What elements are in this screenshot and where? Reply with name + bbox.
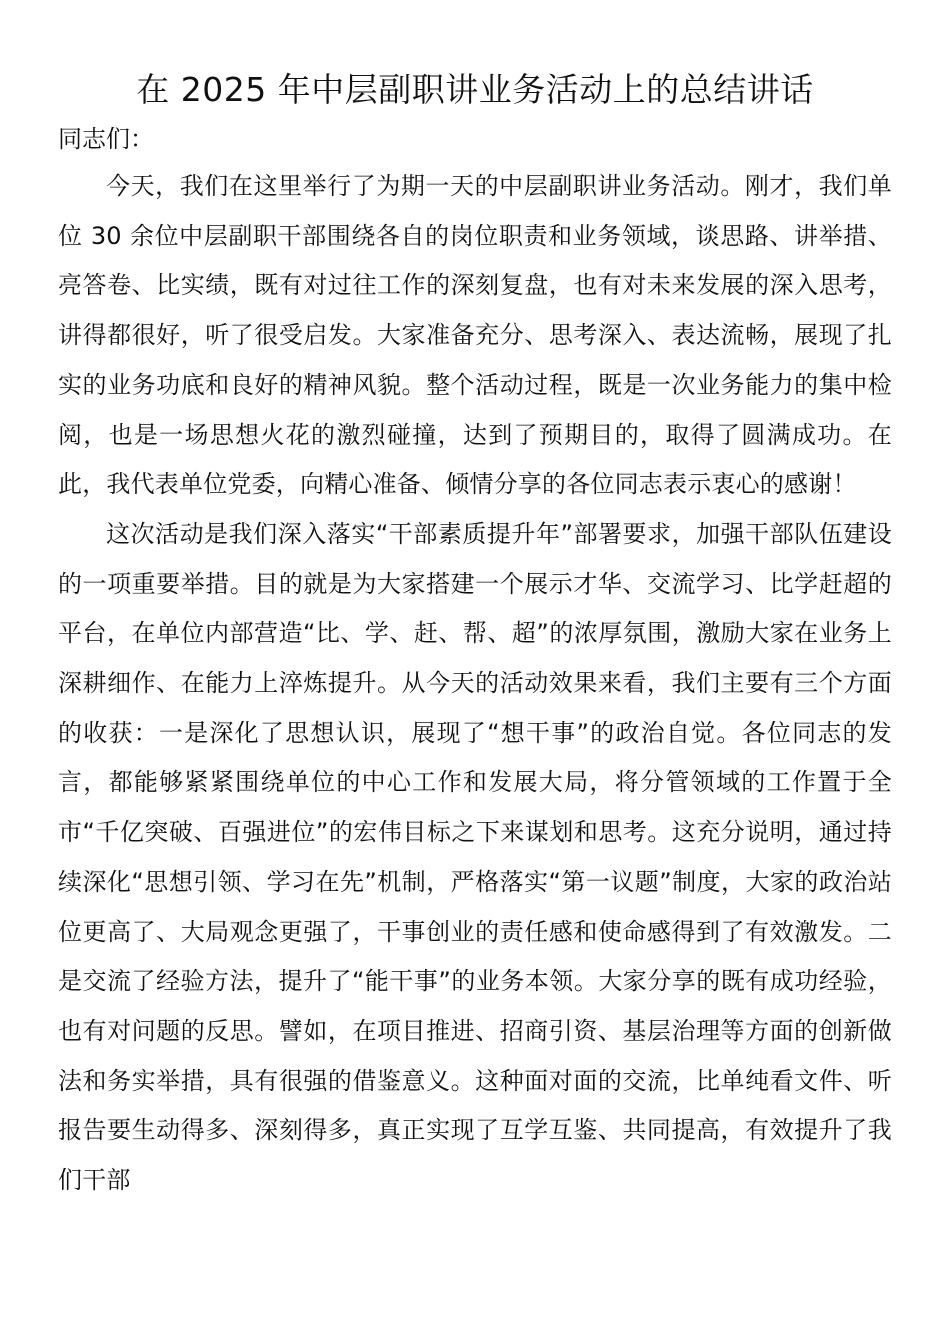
document-title: 在 2025 年中层副职讲业务活动上的总结讲话 — [136, 70, 814, 109]
paragraph-harvest: 这次活动是我们深入落实“干部素质提升年”部署要求，加强干部队伍建设的一项重要举措。目的就是为大家搭建一个展示才华、交流学习、比学赶超的平台，在单位内部营造“比、学、赶、帮、超”的浓厚氛围，激励大家在业务上深耕细作、在能力上淬炼提升。从今天的活动效果来看，我们主要有三个方面的收获：一是深化了思想认识，展现了“想干事”的政治自觉。各位同志的发言，都能够紧紧围绕单位的中心工作和发展大局，将分管领域的工作置于全市“千亿突破、百强进位”的宏伟目标之下来谋划和思考。这充分说明，通过持续深化“思想引领、学习在先”机制，严格落实“第一议题”制度，大家的政治站位更高了、大局观念更强了，干事创业的责任感和使命感得到了有效激发。二是交流了经验方法，提升了“能干事”的业务本领。大家分享的既有成功经验，也有对问题的反思。譬如，在项目推进、招商引资、基层治理等方面的创新做法和务实举措，具有很强的借鉴意义。这种面对面的交流，比单纯看文件、听报告要生动得多、深刻得多，真正实现了互学互鉴、共同提高，有效提升了我们干部 — [58, 519, 892, 1195]
paragraph-opening: 今天，我们在这里举行了为期一天的中层副职讲业务活动。刚才，我们单位 30 余位中层副职干部围绕各自的岗位职责和业务领域，谈思路、讲举措、亮答卷、比实绩，既有对过往工作的深刻复盘，也有对未来发展的深入思考，讲得都很好，听了很受启发。大家准备充分、思考深入、表达流畅，展现了扎实的业务功底和良好的精神风貌。整个活动过程，既是一次业务能力的集中检阅，也是一场思想火花的激烈碰撞，达到了预期目的，取得了圆满成功。在此，我代表单位党委，向精心准备、倾情分享的各位同志表示衷心的感谢！ — [58, 172, 892, 499]
salutation: 同志们： — [58, 125, 154, 153]
document-body — [58, 162, 892, 1206]
